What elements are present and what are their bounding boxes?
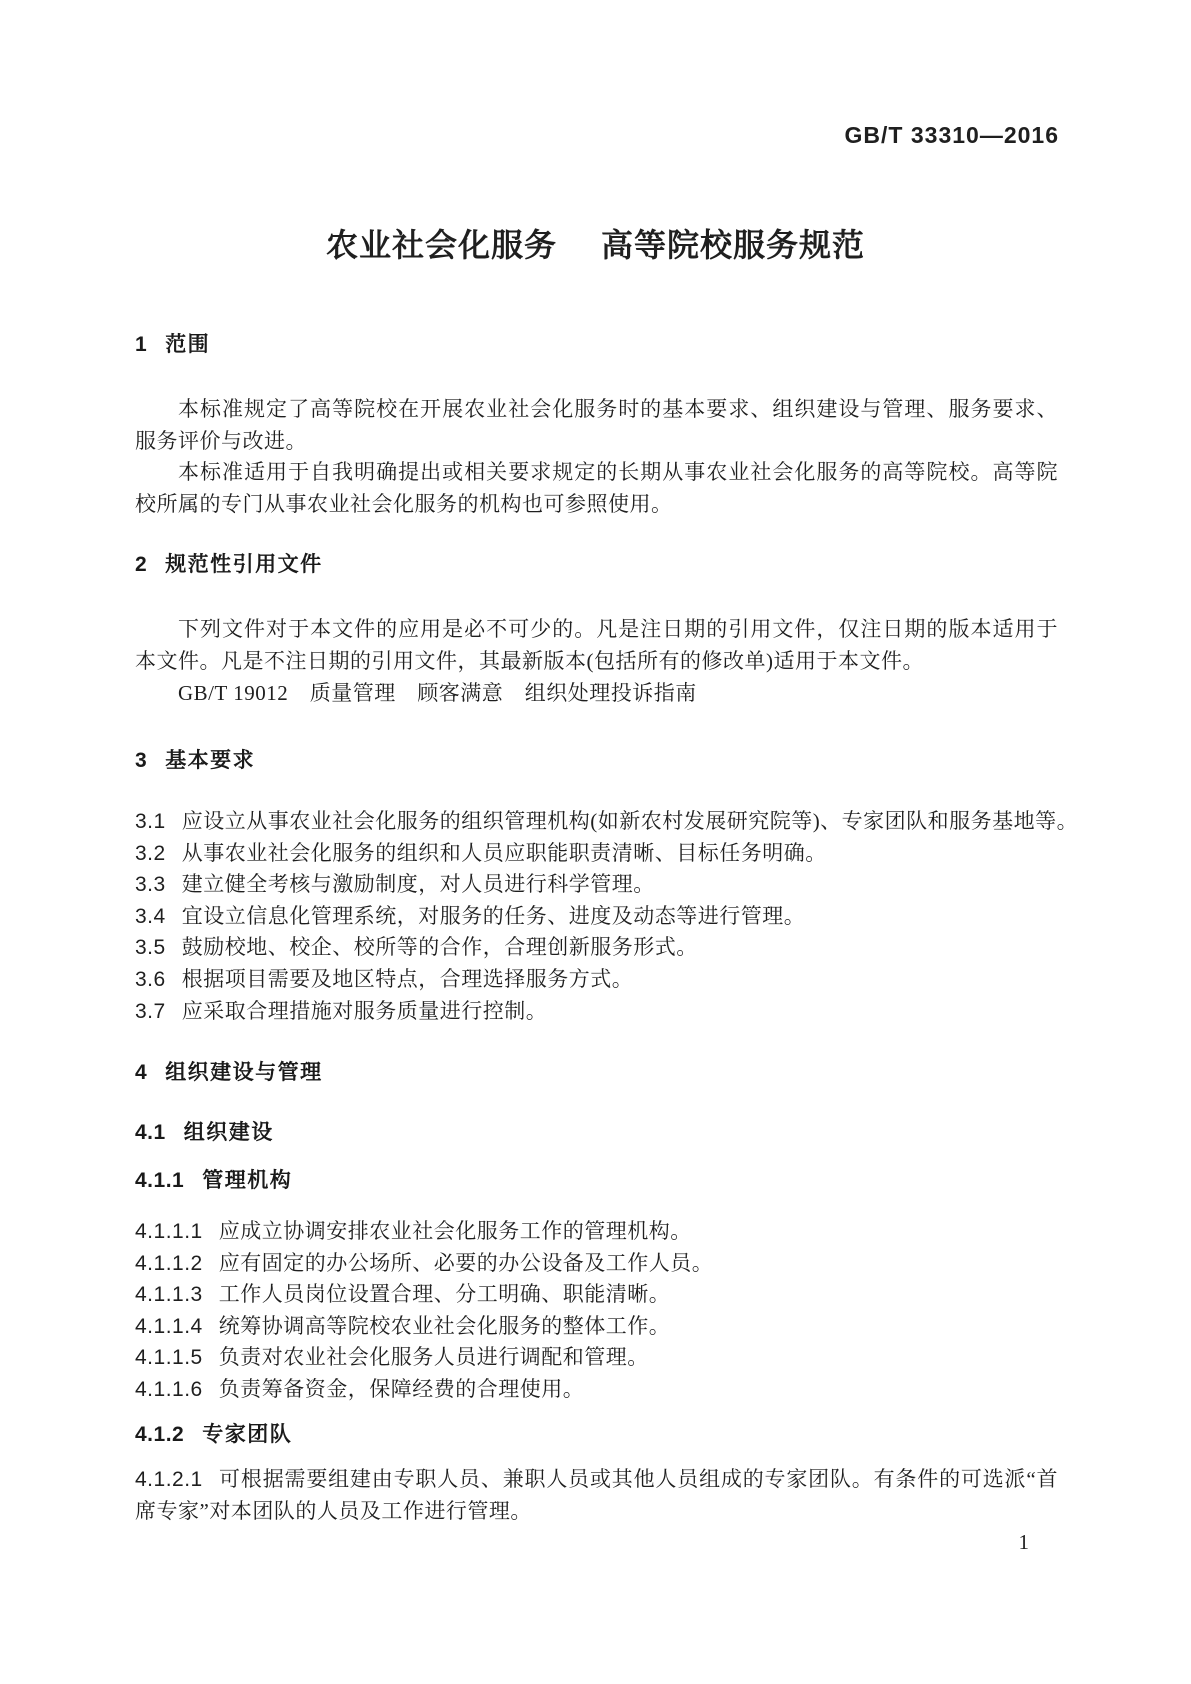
clause-row <box>135 1311 1095 1343</box>
section-title: 基本要求 <box>165 749 256 772</box>
document-title-part2: 高等院校服务规范 <box>601 227 866 263</box>
expert-team-clause <box>135 1464 1058 1527</box>
document-title-part1: 农业社会化服务 <box>325 227 557 263</box>
subsection-number: 4.1.1 <box>135 1169 185 1192</box>
clause-number: 3.3 <box>135 873 166 897</box>
document-title <box>0 226 1191 264</box>
clause-row <box>135 869 1095 901</box>
subsection-heading-organization-building <box>135 1120 274 1145</box>
section-number: 1 <box>135 333 148 356</box>
clause-text: 应设立从事农业社会化服务的组织管理机构(如新农村发展研究院等)、专家团队和服务基地等。 <box>181 809 1079 833</box>
clause-number: 4.1.1.3 <box>135 1283 203 1307</box>
clause-number: 3.1 <box>135 810 166 833</box>
clause-number: 3.5 <box>135 936 166 960</box>
clause-text: 统筹协调高等院校农业社会化服务的整体工作。 <box>218 1313 671 1338</box>
clause-number: 4.1.2.1 <box>135 1468 203 1491</box>
clause-row <box>135 1342 1095 1374</box>
subsection-title: 组织建设 <box>183 1121 274 1144</box>
clause-text: 鼓励校地、校企、校所等的合作，合理创新服务形式。 <box>181 935 698 960</box>
clause-number: 4.1.1.1 <box>135 1220 203 1243</box>
section-number: 4 <box>135 1061 148 1084</box>
clause-number: 3.2 <box>135 841 166 865</box>
clause-row <box>135 1374 1095 1406</box>
clause-row <box>135 1216 1095 1248</box>
clause-text: 建立健全考核与激励制度，对人员进行科学管理。 <box>181 872 655 897</box>
clause-row <box>135 932 1095 964</box>
clause-row <box>135 996 1095 1028</box>
section-title: 规范性引用文件 <box>165 553 323 576</box>
subsection-number: 4.1 <box>135 1121 166 1144</box>
scope-paragraph-1: 本标准规定了高等院校在开展农业社会化服务时的基本要求、组织建设与管理、服务要求、服务评价与改进。 <box>135 397 1058 453</box>
clause-number: 4.1.1.6 <box>135 1377 203 1401</box>
clause-number: 4.1.1.5 <box>135 1346 203 1370</box>
page-number: 1 <box>1018 1530 1029 1554</box>
clause-text: 应成立协调安排农业社会化服务工作的管理机构。 <box>218 1219 692 1243</box>
clause-text: 负责筹备资金，保障经费的合理使用。 <box>218 1376 585 1401</box>
section-number: 2 <box>135 553 148 576</box>
clause-number: 4.1.1.4 <box>135 1314 203 1338</box>
clause-text: 工作人员岗位设置合理、分工明确、职能清晰。 <box>218 1282 671 1307</box>
subsection-number: 4.1.2 <box>135 1423 185 1446</box>
subsection-heading-expert-team <box>135 1422 292 1447</box>
clause-row <box>135 838 1095 870</box>
clause-number: 4.1.1.2 <box>135 1251 203 1275</box>
basic-requirements-clause-list <box>135 806 1095 1027</box>
clause-row <box>135 1248 1095 1280</box>
section-heading-scope <box>135 332 210 357</box>
referenced-standard-line: GB/T 19012 质量管理 顾客满意 组织处理投诉指南 <box>178 681 697 705</box>
clause-row <box>135 806 1095 838</box>
section-number: 3 <box>135 749 148 772</box>
clause-text: 宜设立信息化管理系统，对服务的任务、进度及动态等进行管理。 <box>181 903 806 928</box>
clause-text: 负责对农业社会化服务人员进行调配和管理。 <box>218 1345 649 1370</box>
normative-references-paragraph: 下列文件对于本文件的应用是必不可少的。凡是注日期的引用文件，仅注日期的版本适用于本文件。凡是不注日期的引用文件，其最新版本(包括所有的修改单)适用于本文件。 <box>135 617 1058 673</box>
standard-code: GB/T 33310—2016 <box>844 122 1059 148</box>
clause-row <box>135 901 1095 933</box>
section-heading-normative-references <box>135 552 323 577</box>
clause-text: 从事农业社会化服务的组织和人员应职能职责清晰、目标任务明确。 <box>181 840 827 865</box>
clause-number: 3.6 <box>135 967 166 991</box>
clause-text: 根据项目需要及地区特点，合理选择服务方式。 <box>181 966 634 991</box>
subsection-title: 专家团队 <box>202 1423 293 1446</box>
clause-text: 应有固定的办公场所、必要的办公设备及工作人员。 <box>218 1250 714 1275</box>
clause-text: 可根据需要组建由专职人员、兼职人员或其他人员组成的专家团队。有条件的可选派“首席专家”对本团队的人员及工作进行管理。 <box>135 1467 1058 1523</box>
clause-text: 应采取合理措施对服务质量进行控制。 <box>181 998 548 1023</box>
section-heading-organization-management <box>135 1060 323 1085</box>
section-title: 组织建设与管理 <box>165 1061 323 1084</box>
management-body-clause-list <box>135 1216 1095 1406</box>
section-heading-basic-requirements <box>135 748 255 773</box>
section-title: 范围 <box>165 333 211 356</box>
clause-number: 3.7 <box>135 999 166 1023</box>
subsection-title: 管理机构 <box>202 1169 293 1192</box>
subsection-heading-management-body <box>135 1168 292 1193</box>
clause-row <box>135 964 1095 996</box>
clause-number: 3.4 <box>135 904 166 928</box>
clause-row <box>135 1279 1095 1311</box>
scope-paragraph-2: 本标准适用于自我明确提出或相关要求规定的长期从事农业社会化服务的高等院校。高等院校所属的专门从事农业社会化服务的机构也可参照使用。 <box>135 460 1058 516</box>
